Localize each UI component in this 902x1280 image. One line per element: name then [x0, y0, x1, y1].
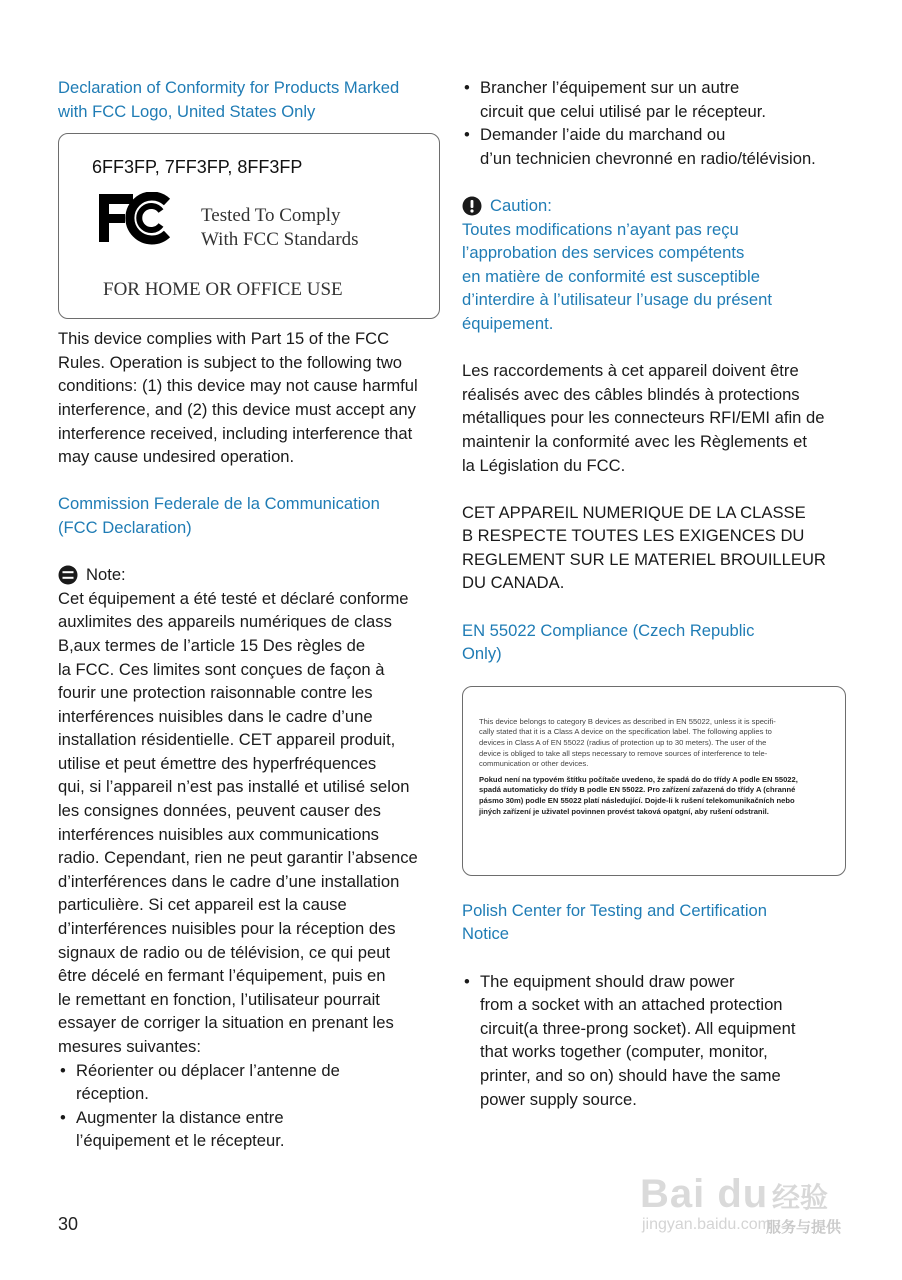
polish-center-heading: Polish Center for Testing and Certification Notice — [462, 900, 767, 944]
watermark-cn-title: 经验 — [772, 1182, 829, 1213]
note-paragraph: Cet équipement a été testé et déclaré conforme auxlimites des appareils numériques de class B,aux termes de l’article 15 Des règles de la FCC. Ces limites sont conçues de façon à fourir une protection raisonnable contre les interférences nuisibles dans le cadre d’une installation résidentielle. CET appareil produit, utilise et peut émettre des hyperfréquences qui, si l’appareil n’est pas installé et utilisé selon les consignes données, peuvent causer des interférences nuisibles aux communications radio. Cependant, rien ne peut garantir l’absence d’interférences dans le cadre d’une installation particulière. Si cet appareil est la cause d’interférences nuisibles pour la réception des signaux de radio ou de télévision, ce qui peut être décelé en fermant l’équipement, puis en le remettant en fonction, l’utilisateur pourrait essayer de corriger la situation en prenant les mesures suivantes: — [58, 588, 418, 1056]
left-bullet-list — [58, 1059, 440, 1153]
list-item: • The equipment should draw power from a socket with an attached protection circuit(a three-prong socket). All equipment that works together (computer, monitor, printer, and so on) should have the same power supply source. — [462, 970, 846, 1112]
fcc-declaration-heading: Declaration of Conformity for Products Marked with FCC Logo, United States Only — [58, 78, 400, 121]
list-item: • Demander l’aide du marchand ou d’un technicien chevronné en radio/télévision. — [462, 123, 846, 170]
caution-label: Caution: — [490, 195, 552, 215]
fcc-compliance-paragraph: This device complies with Part 15 of the FCC Rules. Operation is subject to the following two conditions: (1) this device may not cause harmful interference, and (2) this device must accept any interference received, including interference that may cause undesired operation. — [58, 329, 418, 467]
en55022-czech-text: Pokud není na typovém štítku počítače uvedeno, že spadá do do třídy A podle EN 55022, spadá automaticky do třídy B podle EN 55022. Pro zařízení zařazená do třídy A (chranné pásmo 30m) podle EN 55022 platí následující. Dojde-li k rušení telekomunikačních nebo jiných zařízení je uživatel povinnen provést taková opatgní, aby rušení odstranil. — [479, 774, 798, 816]
watermark-cn-subtitle: 服务与提供 — [766, 1219, 842, 1236]
right-bullet-list — [462, 76, 846, 170]
canada-class-b-paragraph: CET APPAREIL NUMERIQUE DE LA CLASSE B RESPECTE TOUTES LES EXIGENCES DU REGLEMENT SUR LE MATERIEL BROUILLEUR DU CANADA. — [462, 502, 826, 593]
raccordements-paragraph: Les raccordements à cet appareil doivent être réalisés avec des câbles blindés à protections métalliques pour les connecteurs RFI/EMI afin de maintenir la conformité avec les Règlements et la Législation du FCC. — [462, 361, 825, 475]
left-column — [58, 76, 440, 1153]
fcc-tested-text: Tested To Comply With FCC Standards — [201, 205, 359, 251]
right-column — [462, 76, 846, 1111]
note-icon — [58, 565, 78, 585]
page-number: 30 — [58, 1214, 79, 1234]
list-item: • Augmenter la distance entre l’équipement et le récepteur. — [58, 1106, 440, 1153]
en55022-heading: EN 55022 Compliance (Czech Republic Only) — [462, 620, 755, 664]
caution-title — [462, 194, 846, 218]
list-item: • Réorienter ou déplacer l’antenne de réception. — [58, 1059, 440, 1106]
watermark-logo-text: Bai du — [640, 1172, 769, 1216]
en55022-label — [462, 686, 846, 876]
caution-icon — [462, 196, 482, 216]
fcc-home-office-text: FOR HOME OR OFFICE USE — [103, 279, 343, 301]
baidu-watermark — [640, 1172, 850, 1240]
commission-heading: Commission Federale de la Communication (FCC Declaration) — [58, 494, 380, 537]
watermark-url: jingyan.baidu.com — [642, 1216, 771, 1233]
caution-paragraph: Toutes modifications n’ayant pas reçu l’approbation des services compétents en matière de conformité est susceptible d’interdire à l’utilisateur l’usage du présent équipement. — [462, 219, 772, 333]
note-label: Note: — [86, 565, 126, 585]
fcc-logo-icon — [97, 192, 177, 250]
fcc-model-numbers: 6FF3FP, 7FF3FP, 8FF3FP — [92, 157, 303, 178]
caution-section — [462, 194, 846, 336]
note-title — [58, 563, 440, 587]
fcc-logo-text: FC — [97, 192, 99, 194]
fcc-compliance-label — [58, 133, 440, 319]
en55022-english-text: This device belongs to category B devices as described in EN 55022, unless it is specifi- cally stated that it is a Class A device on the specification label. The following applies to devices in Class A of EN 55022 (radius of protection up to 30 meters). The user of the device is obliged to take all steps necessary to remove sources of interference to tele- communication or other devices. — [479, 716, 776, 769]
list-item: • Brancher l’équipement sur un autre circuit que celui utilisé par le récepteur. — [462, 76, 846, 123]
polish-bullet-list — [462, 970, 846, 1112]
